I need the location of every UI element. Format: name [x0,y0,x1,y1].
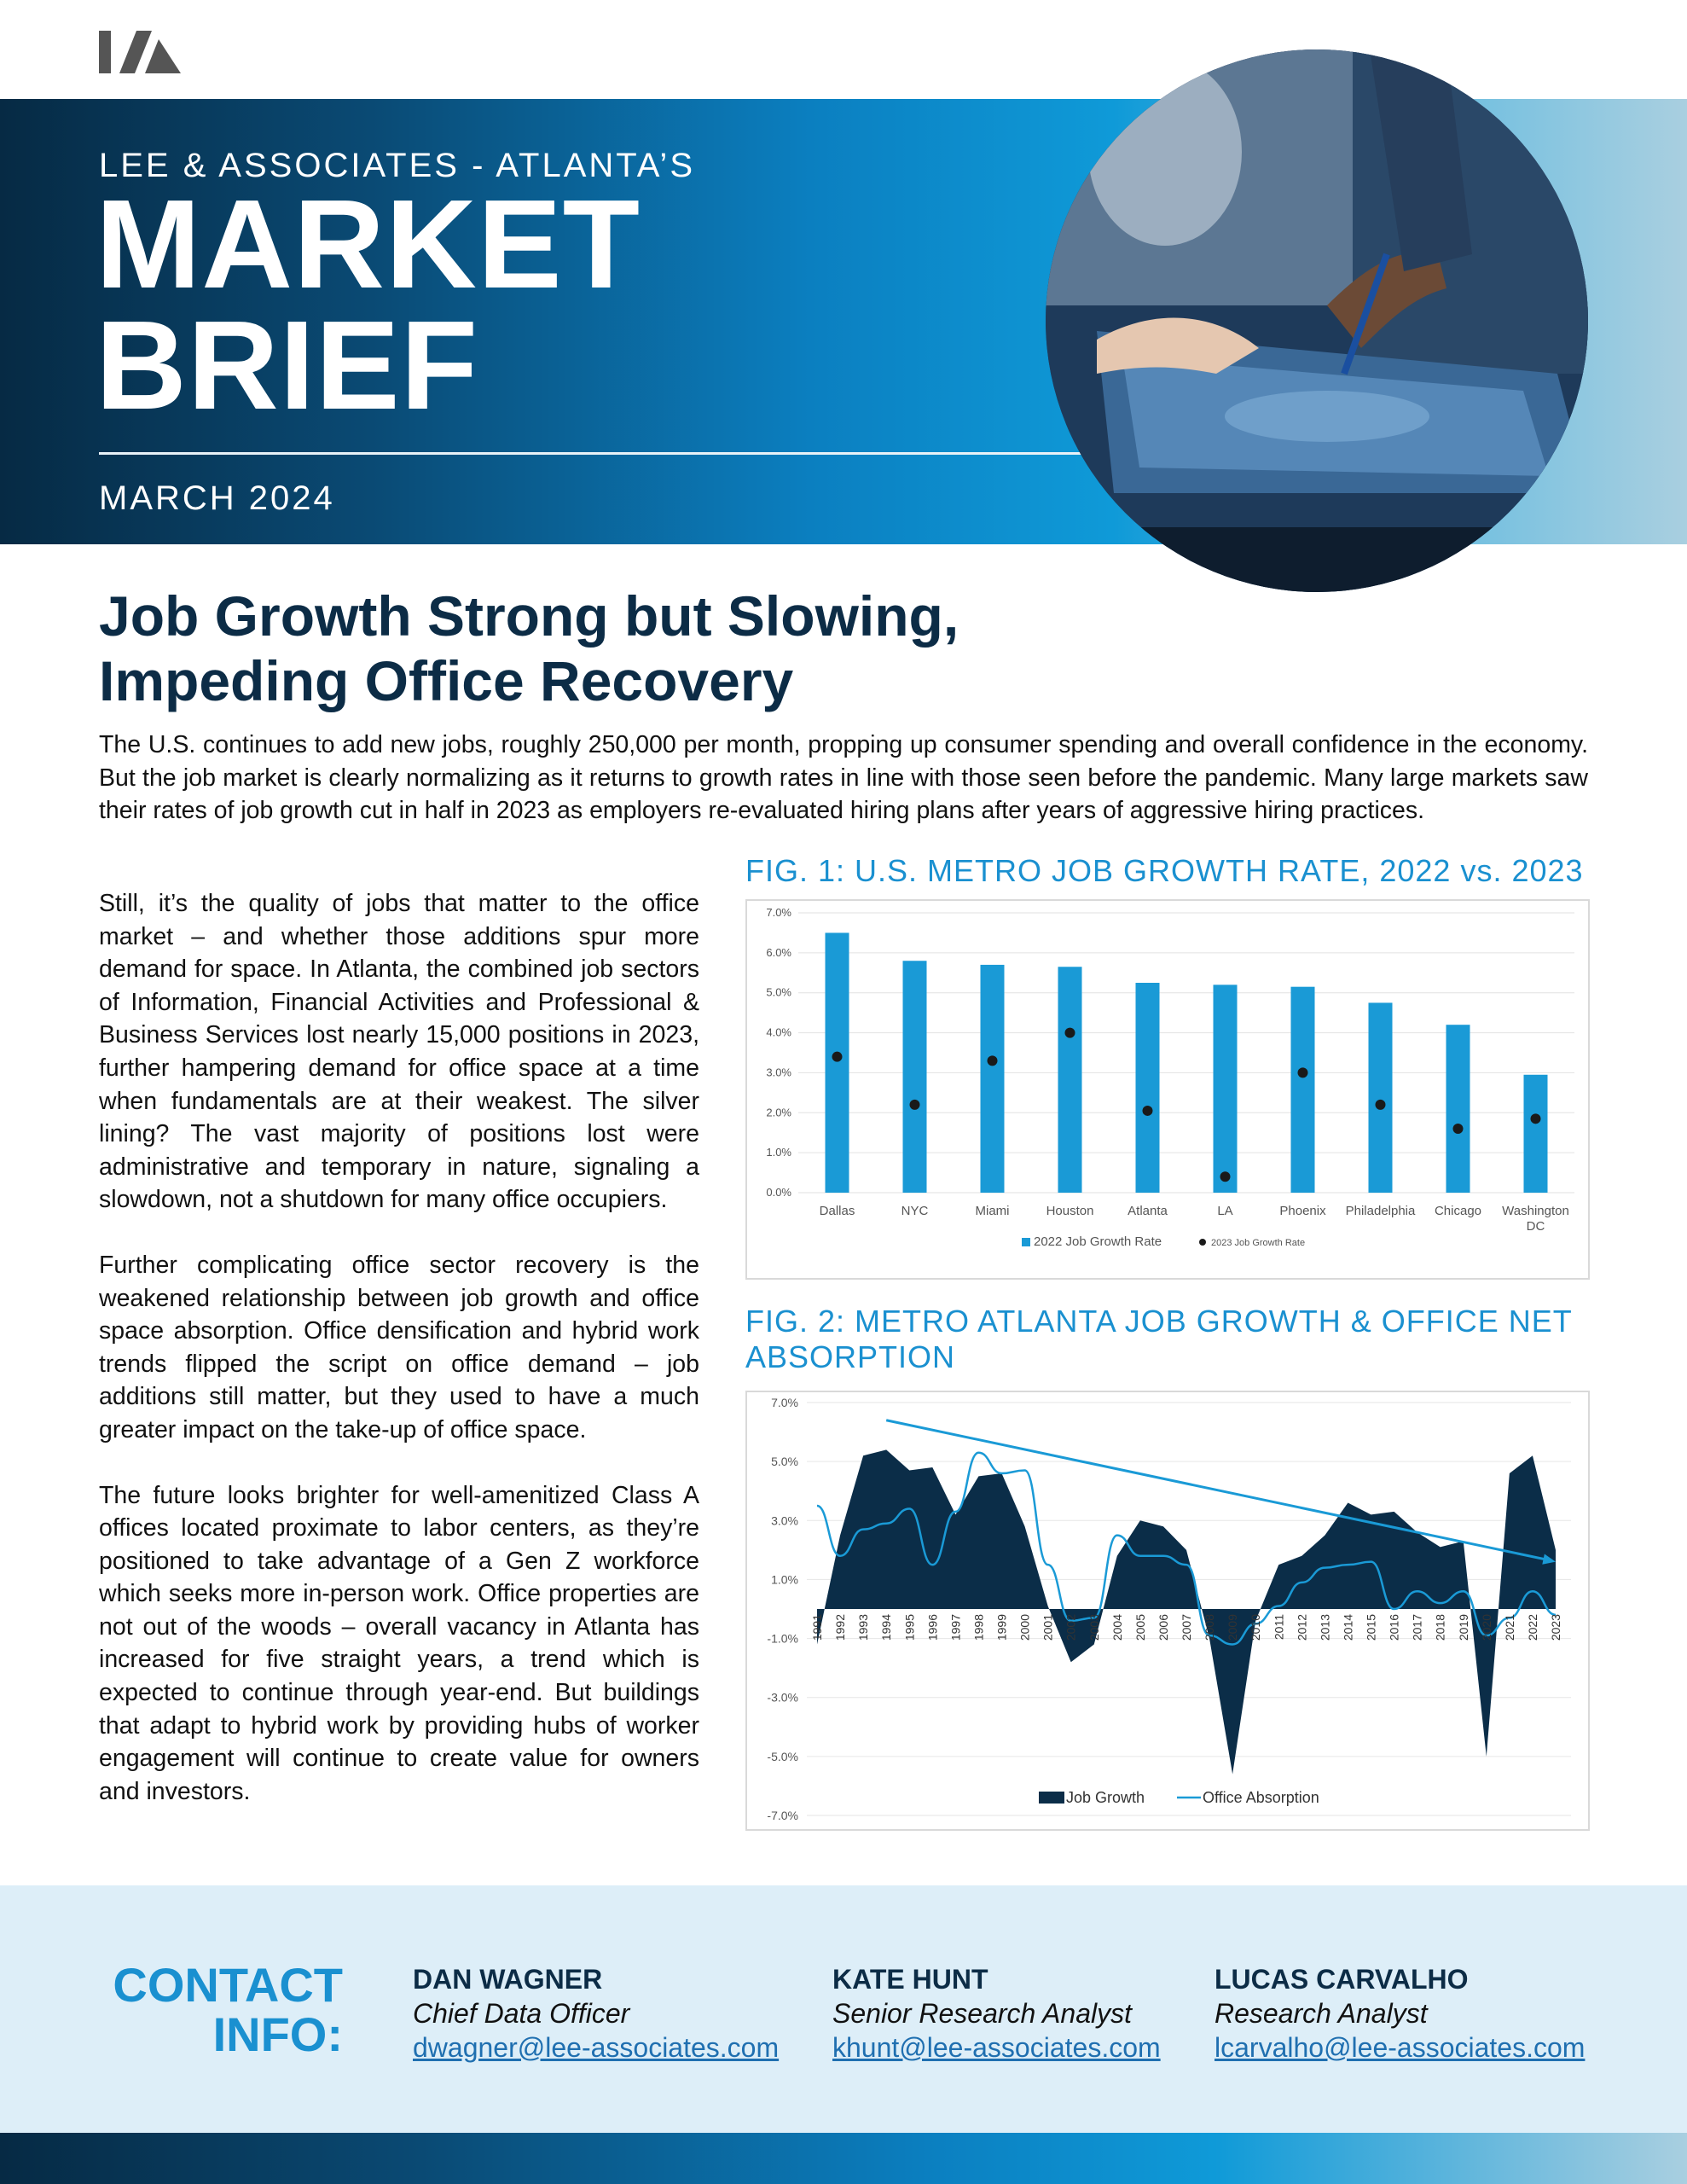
data-point [832,1052,843,1062]
x-tick-label-line: DC [1526,1219,1545,1234]
data-point [1376,1100,1386,1110]
job-growth-area [817,1449,1556,1774]
x-tick-label: 2006 [1156,1614,1170,1641]
legend-label: Office Absorption [1203,1789,1319,1806]
intro-paragraph: The U.S. continues to add new jobs, roughly 250,000 per month, propping up consumer spending and overall confidence in the economy. But the job market is clearly normalizing as it returns to growth rates in line with those seen before the pandemic. Many large markets saw their rates of job growth cut in half in 2023 as employers re-evaluated hiring plans after years of aggressive hiring practices. [99,731,1588,824]
x-tick-label [1217,1204,1232,1218]
x-tick-label: 1995 [902,1614,917,1641]
legend-swatch [1022,1238,1030,1246]
contact-card [832,1962,1161,2065]
contact-role: Research Analyst [1215,1998,1428,2029]
x-tick-label [1046,1204,1094,1218]
y-tick-label: 5.0% [766,985,791,999]
legend-label: Job Growth [1066,1789,1145,1806]
x-tick-label: 1993 [856,1614,871,1641]
hero-title-line1: MARKET [96,174,641,315]
x-tick-label: 2005 [1133,1614,1147,1641]
x-tick-label: 1999 [994,1614,1009,1641]
contact-card [413,1962,779,2065]
bar [1369,1002,1393,1193]
x-tick-label: 2007 [1180,1614,1193,1641]
fig2-chart [747,1392,1588,1829]
y-tick-label: 6.0% [766,945,791,959]
footer-band [0,2133,1687,2184]
y-tick-label: 3.0% [771,1513,798,1528]
body-paragraph-1: Still, it’s the quality of jobs that matter to the office market – and whether those additions spur more demand for space. In Atlanta, the combined job sectors of Information, Financial Activities and Professional & Business Services lost nearly 15,000 positions in 2023, further hampering demand for office space at a time when fundamentals are at their weakest. The silver lining? The vast majority of positions lost were administrative and temporary in nature, signaling a slowdown, not a shutdown for many office occupiers. [99,890,699,1214]
company-logo [96,26,189,82]
y-tick-label: 0.0% [766,1186,791,1199]
y-tick-label: 7.0% [771,1396,798,1409]
x-tick-label: 1991 [810,1614,824,1641]
x-tick-label-line: Miami [975,1204,1010,1218]
hero-subtitle: LEE & ASSOCIATES - ATLANTA’S [99,147,695,184]
x-tick-label: 2002 [1064,1614,1078,1641]
x-tick-label: 1994 [879,1614,894,1641]
data-point [1531,1113,1541,1124]
y-tick-label: 5.0% [771,1455,798,1469]
body-paragraph-2: Further complicating office sector recovery is the weakened relationship between job growth and office space absorption. Office densification and hybrid work trends flipped the script on office demand – job additions still matter, but they used to have a much greater impact on the take-up of office space. [99,1251,699,1443]
x-tick-label-line: Houston [1046,1204,1094,1218]
bar [1446,1025,1470,1193]
x-tick-label: 2022 [1525,1614,1539,1641]
y-tick-label: -5.0% [767,1749,798,1763]
x-tick-label [976,1204,1010,1218]
y-tick-label: 3.0% [766,1066,791,1079]
y-tick-label: -3.0% [767,1690,798,1705]
contact-title-line1: CONTACT [113,1958,343,2012]
y-tick-label: 7.0% [766,906,791,919]
bar [1214,985,1238,1193]
bar [1058,967,1082,1193]
x-tick-label [1502,1204,1569,1234]
article-headline [99,584,959,713]
data-point [1143,1106,1153,1116]
contact-name: KATE HUNT [832,1964,988,1995]
x-tick-label [820,1204,855,1218]
x-tick-label: 2017 [1410,1614,1424,1641]
x-tick-label-line: LA [1217,1204,1233,1218]
contact-title [99,1960,343,2059]
hero-date: MARCH 2024 [99,479,335,517]
y-tick-label: 1.0% [766,1146,791,1159]
data-point [1298,1067,1308,1077]
x-tick-label [1346,1204,1416,1218]
x-tick-label: 1998 [971,1614,986,1641]
x-tick-label: 2012 [1295,1614,1309,1641]
x-tick-label-line: NYC [901,1204,929,1218]
data-point [1220,1171,1231,1182]
contact-card [1215,1962,1585,2065]
x-tick-label: 2015 [1364,1614,1378,1641]
x-tick-label-line: Chicago [1434,1204,1482,1218]
x-tick-label: 2004 [1110,1614,1124,1641]
x-tick-label: 2016 [1387,1614,1401,1641]
headline-line2: Impeding Office Recovery [99,649,794,712]
x-tick-label: 2000 [1017,1614,1032,1641]
x-tick-label: 1992 [833,1614,848,1641]
x-tick-label: 2019 [1456,1614,1470,1641]
x-tick-label-line: Dallas [819,1204,855,1218]
y-tick-label: 4.0% [766,1025,791,1039]
x-tick-label: 1997 [948,1614,963,1641]
fig1-chart [747,901,1588,1278]
hero-title-line2: BRIEF [96,295,478,436]
data-point [988,1055,998,1066]
x-tick-label: 2021 [1502,1614,1516,1641]
fig2-title [745,1304,1573,1375]
bar [826,932,849,1193]
x-tick-label: 2014 [1341,1614,1355,1641]
x-tick-label: 2001 [1041,1614,1055,1641]
hero-divider [99,452,1088,455]
fig1-title: FIG. 1: U.S. METRO JOB GROWTH RATE, 2022 vs. 2023 [745,853,1584,888]
contact-role: Chief Data Officer [413,1998,630,2029]
x-tick-label-line: Philadelphia [1345,1204,1416,1218]
contact-title-line2: INFO: [212,2007,343,2061]
fig2-title-line2: ABSORPTION [745,1339,956,1374]
legend-label: 2022 Job Growth Rate [1034,1234,1162,1249]
bar [1291,987,1315,1193]
legend-swatch [1039,1792,1064,1804]
legend-swatch [1199,1239,1206,1246]
bar [903,961,927,1193]
contact-email-link[interactable]: khunt@lee-associates.com [832,2032,1161,2063]
contact-section [0,1885,1687,2133]
x-tick-label: 2008 [1203,1614,1217,1641]
x-tick-label [1128,1204,1168,1218]
contact-name: LUCAS CARVALHO [1215,1964,1469,1995]
x-tick-label-line: Washington [1502,1204,1569,1218]
data-point [910,1100,920,1110]
x-tick-label-line: Atlanta [1128,1204,1168,1218]
x-tick-label [901,1204,929,1218]
contact-email-link[interactable]: dwagner@lee-associates.com [413,2032,780,2063]
bar [981,965,1005,1193]
bar [1524,1075,1548,1193]
x-tick-label: 2020 [1479,1614,1493,1641]
x-tick-label: 2018 [1433,1614,1447,1641]
bar [1136,983,1160,1193]
x-tick-label [1279,1204,1326,1218]
body-paragraph-3: The future looks brighter for well-amenitized Class A offices located proximate to labor centers, as they’re positioned to take advantage of a Gen Z workforce which seeks more in-person work. Office properties are not out of the woods – overall vacancy in Atlanta has increased for five straight years, a trend which is expected to continue through year-end. But buildings that adapt to hybrid work by providing hubs of worker engagement will continue to create value for owners and investors. [99,1481,699,1805]
x-tick-label: 2013 [1318,1614,1332,1641]
x-tick-label: 2010 [1249,1614,1263,1641]
hero-title [96,174,641,436]
office-meeting-illustration [1046,49,1588,592]
legend-label: 2023 Job Growth Rate [1211,1238,1306,1248]
x-tick-label: 2023 [1549,1614,1562,1641]
x-tick-label [1435,1204,1481,1218]
fig2-title-line1: FIG. 2: METRO ATLANTA JOB GROWTH & OFFICE NET [745,1304,1573,1339]
x-tick-label: 2009 [1226,1614,1240,1641]
x-tick-label: 2003 [1087,1614,1101,1641]
y-tick-label: -7.0% [767,1809,798,1822]
x-tick-label-line: Phoenix [1279,1204,1326,1218]
headline-line1: Job Growth Strong but Slowing, [99,584,959,648]
y-tick-label: -1.0% [767,1631,798,1646]
data-point [1065,1028,1075,1038]
fig2-chart-box [745,1391,1590,1831]
left-column [99,887,699,1840]
contact-email-link[interactable]: lcarvalho@lee-associates.com [1215,2032,1586,2063]
hero-photo [1046,49,1588,592]
x-tick-label: 1996 [925,1614,940,1641]
contact-role: Senior Research Analyst [832,1998,1132,2029]
data-point [1453,1124,1464,1134]
fig1-chart-box [745,899,1590,1280]
x-tick-label: 2011 [1272,1614,1286,1641]
y-tick-label: 2.0% [766,1106,791,1119]
contact-name: DAN WAGNER [413,1964,603,1995]
y-tick-label: 1.0% [771,1572,798,1587]
